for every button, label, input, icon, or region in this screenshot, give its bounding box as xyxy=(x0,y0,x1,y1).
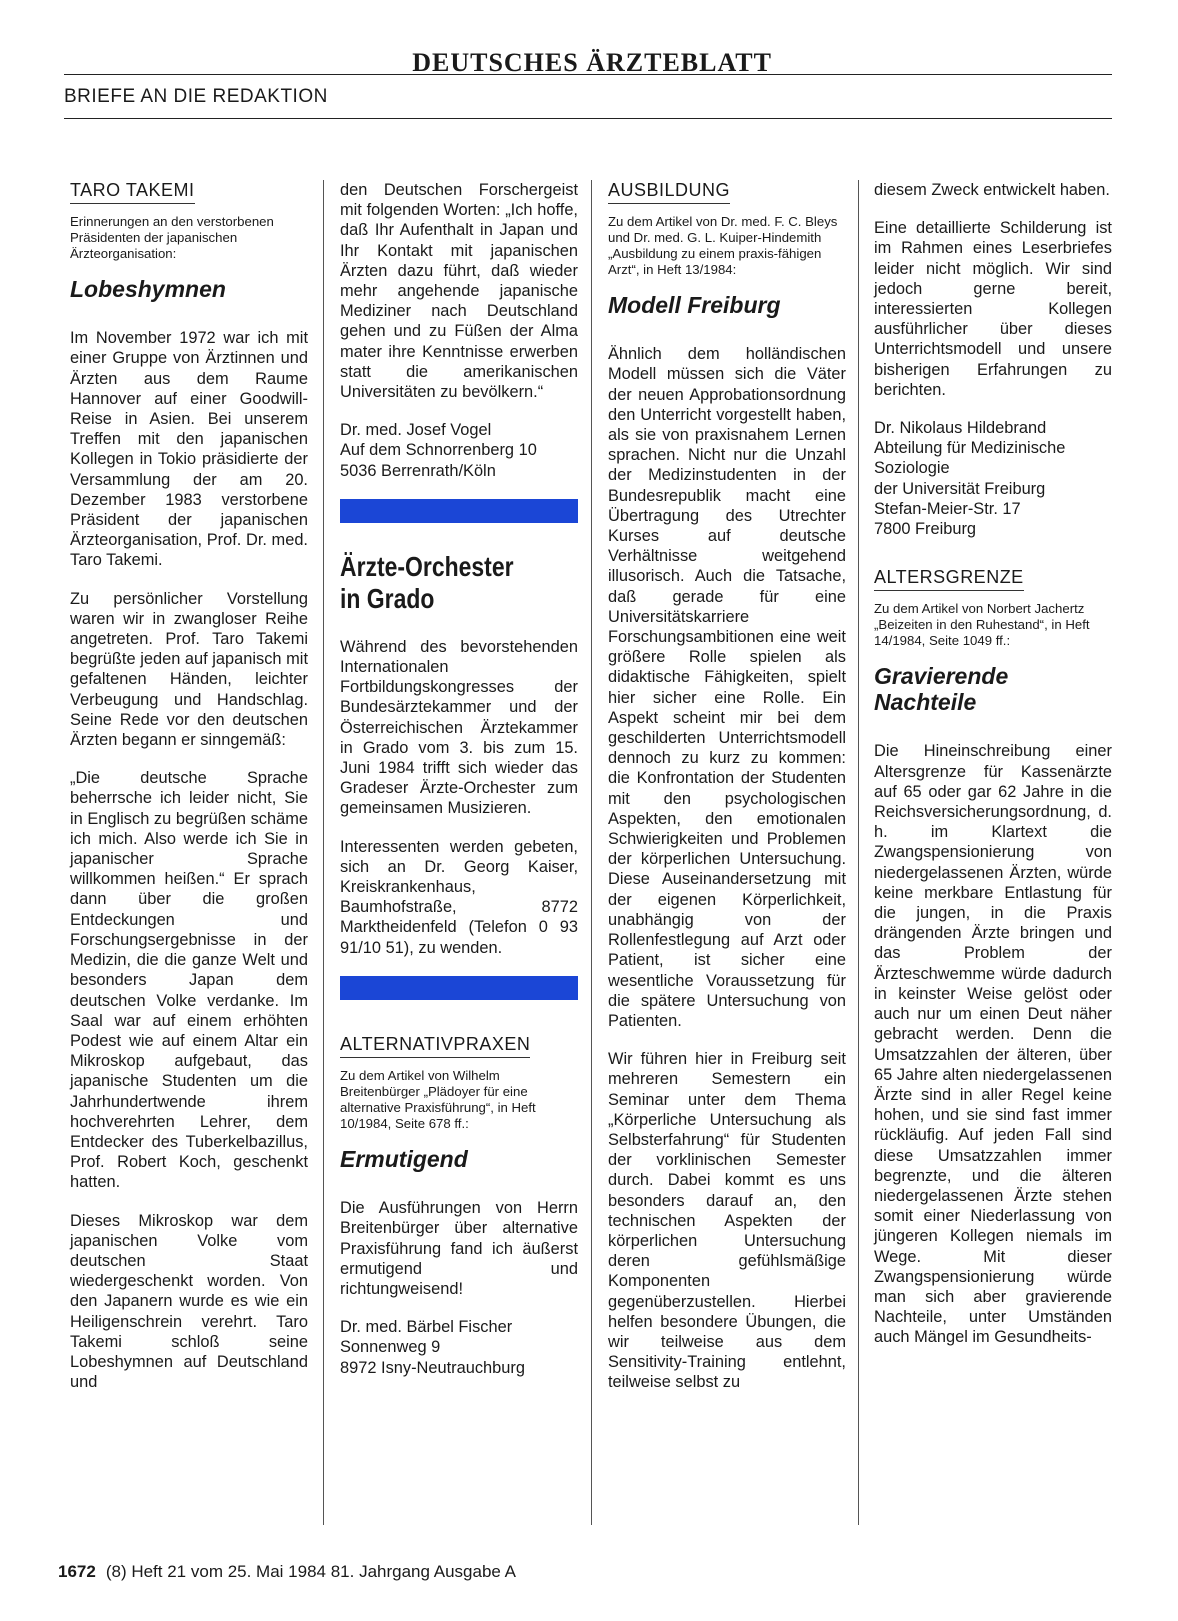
column-divider xyxy=(323,180,324,1525)
section-label: TARO TAKEMI xyxy=(70,180,195,204)
header-rule xyxy=(64,74,1112,75)
paragraph: Wir führen hier in Freiburg seit mehreren Semestern ein Seminar unter dem Thema „Körperliche Untersuchung als Selbsterfahrung“ für Studenten der vorklinischen Semester durch. Dabei kommt es uns besonders darauf an, den technischen Aspekten der körperlichen Untersuchung deren gefühlsmäßige Komponenten gegenüberzustellen. Hierbei helfen besondere Übungen, die wir teilweise aus dem Sensitivity-Training entlehnt, teilweise selbst zu xyxy=(608,1050,846,1392)
letter-intro: Zu dem Artikel von Dr. med. F. C. Bleys und Dr. med. G. L. Kuiper-Hindemith „Ausbildung zu einem praxis-fähigen Arzt“, in Heft 13/1984: xyxy=(608,214,838,278)
signature xyxy=(340,1317,578,1378)
blue-accent-bar xyxy=(340,976,578,1000)
page-footer xyxy=(58,1562,516,1582)
signature-line: Stefan-Meier-Str. 17 xyxy=(874,499,1021,518)
section-label: ALTERSGRENZE xyxy=(874,567,1024,591)
page-number: 1672 xyxy=(58,1562,96,1581)
paragraph: Interessenten werden gebeten, sich an Dr. Georg Kaiser, Kreiskrankenhaus, Baumhofstraße, 8772 Marktheidenfeld (Telefon 0 93 91/10 51), zu wenden. xyxy=(340,837,578,957)
signature-line: Soziologie xyxy=(874,459,950,478)
header-rule-bottom xyxy=(64,118,1112,119)
signature-line: 7800 Freiburg xyxy=(874,520,977,539)
signature xyxy=(874,418,1112,539)
signature-line: Abteilung für Medizinische xyxy=(874,439,1066,458)
column-divider xyxy=(858,180,859,1525)
letter-headline: Lobeshymnen xyxy=(70,276,226,303)
paragraph: Eine detaillierte Schilderung ist im Rahmen eines Leserbriefes leider nicht möglich. Wir sind jedoch gerne bereit, interessierten Kollegen ausführlicher über dieses Unterrichtsmodell und unsere bisherigen Erfahrungen zu berichten. xyxy=(874,219,1112,399)
letter-intro: Erinnerungen an den verstorbenen Präsidenten der japanischen Ärzteorganisation: xyxy=(70,214,274,262)
paragraph: „Die deutsche Sprache beherrsche ich leider nicht, Sie in Englisch zu begrüßen schäme ich mich. Also werde ich Sie in japanischer Sprache willkommen heißen.“ Er sprach dann über die großen Entdeckungen und Forschungsergebnisse in der Medizin, die die ganze Welt und besonders Japan dem deutschen Volke verdanke. Im Saal war auf einem erhöhten Podest wie auf einem Altar ein Mikroskop aufgebaut, das japanische Studenten um die Jahrhundertwende ihrem hochverehrten Lehrer, dem Entdecker des Tuberkelbazillus, Prof. Robert Koch, geschenkt hatten. xyxy=(70,769,308,1192)
paragraph: Die Hineinschreibung einer Altersgrenze für Kassenärzte auf 65 oder gar 62 Jahre in die Reichsversicherungsordnung, d. h. im Klartext die Zwangspensionierung von niedergelassenen Ärzten, würde keine merkbare Entlastung für die jungen, in die Praxis drängenden Ärzte bringen und das Problem der Ärzteschwemme würde dadurch in keinster Weise gelöst oder auch nur um einen Deut näher gebracht werden. Denn die Umsatzzahlen der älteren, über 65 Jahre alten niedergelassenen Ärzte sind in aller Regel keine hohen, und sie sind fast immer rückläufig. Auf jeden Fall sind diese Umsatzzahlen immer begrenzte, und die älteren niedergelassenen Ärzte stehen somit einer Niederlassung von jüngeren Kollegen niemals im Wege. Mit dieser Zwangspensionierung würde man sich aber gravierende Nachteile, unter Umständen auch Mängel im Gesundheits- xyxy=(874,742,1112,1347)
rubric: BRIEFE AN DIE REDAKTION xyxy=(64,86,328,107)
signature-line: Dr. med. Bärbel Fischer xyxy=(340,1318,513,1337)
column-3 xyxy=(608,180,846,1411)
paragraph: den Deutschen Forschergeist mit folgenden Worten: „Ich hoffe, daß Ihr Aufenthalt in Japan und Ihr Kontakt mit japanischen Ärzten dazu führt, daß wieder mehr angehende japanische Mediziner nach Deutschland gehen und zu Füßen der Alma mater ihre Kenntnisse erwerben statt die amerikanischen Universitäten zu bevölkern.“ xyxy=(340,181,578,402)
signature-line: Dr. med. Josef Vogel xyxy=(340,421,492,440)
paragraph: Ähnlich dem holländischen Modell müssen sich die Väter der neuen Approbationsordnung den Unterricht vorgestellt haben, als sie von praxisnahem Lernen sprachen. Nicht nur die Unzahl der Medizinstudenten in der Bundesrepublik macht eine Übertragung des Utrechter Kurses auf deutsche Verhältnisse weitgehend illusorisch. Auch die Tatsache, daß gerade für eine Universitätskarriere Forschungsambitionen eine weit größere Rolle spielen als didaktische Fähigkeiten, spielt hier sicher eine Rolle. Ein Aspekt scheint mir bei dem geschilderten Unterrichtsmodell dennoch zu kurz zu kommen: die Konfrontation der Studenten mit den psychologischen Aspekten, den emotionalen Schwierigkeiten und Problemen der körperlichen Untersuchung. Diese Auseinandersetzung mit der eigenen Körperlichkeit, unabhängig von der Rollenfestlegung auf Arzt oder Patient, ist sicher eine wesentliche Voraussetzung für die spätere Untersuchung von Patienten. xyxy=(608,345,846,1030)
column-2 xyxy=(340,180,578,1396)
paragraph: Dieses Mikroskop war dem japanischen Volke vom deutschen Staat wiedergeschenkt worden. Von den Japanern wurde es wie ein Heiligenschrein verehrt. Taro Takemi schloß seine Lobeshymnen auf Deutschland und xyxy=(70,1211,308,1392)
letter-headline: Ermutigend xyxy=(340,1146,468,1173)
paragraph: Zu persönlicher Vorstellung waren wir in zwangloser Reihe angetreten. Prof. Taro Takemi begrüßte jeden auf japanisch mit gefaltenen Händen, leichter Verbeugung und Handschlag. Seine Rede vor den deutschen Ärzten begann er sinngemäß: xyxy=(70,589,308,750)
blue-accent-bar xyxy=(340,499,578,523)
paragraph: Die Ausführungen von Herrn Breitenbürger über alternative Praxisführung fand ich äußerst ermutigend und richtungweisend! xyxy=(340,1199,578,1298)
letter-intro: Zu dem Artikel von Norbert Jachertz „Beizeiten in den Ruhestand“, in Heft 14/1984, Seite 1049 ff.: xyxy=(874,601,1090,649)
section-label: AUSBILDUNG xyxy=(608,180,730,204)
column-1 xyxy=(70,180,308,1410)
issue-info: (8) Heft 21 vom 25. Mai 1984 81. Jahrgang Ausgabe A xyxy=(105,1562,516,1581)
masthead: DEUTSCHES ÄRZTEBLATT xyxy=(412,48,772,77)
column-divider xyxy=(591,180,592,1525)
section-label: ALTERNATIVPRAXEN xyxy=(340,1034,530,1058)
paragraph: Während des bevorstehenden Internationalen Fortbildungskongresses der Bundesärztekammer und der Österreichischen Ärztekammer in Grado vom 3. bis zum 15. Juni 1984 trifft sich wieder das Gradeser Ärzte-Orchester zum gemeinsamen Musizieren. xyxy=(340,637,578,818)
signature-line: Sonnenweg 9 xyxy=(340,1338,441,1357)
notice-headline: Ärzte-Orchester in Grado xyxy=(340,550,514,614)
signature-line: Auf dem Schnorrenberg 10 xyxy=(340,441,537,460)
letter-headline: Modell Freiburg xyxy=(608,292,781,319)
signature xyxy=(340,420,578,481)
signature-line: der Universität Freiburg xyxy=(874,479,1046,498)
signature-line: Dr. Nikolaus Hildebrand xyxy=(874,419,1047,438)
letter-headline: Gravierende Nachteile xyxy=(874,663,1009,716)
signature-line: 8972 Isny-Neutrauchburg xyxy=(340,1358,525,1377)
paragraph: Im November 1972 war ich mit einer Gruppe von Ärztinnen und Ärzten aus dem Raume Hannover auf einer Goodwill-Reise in Asien. Bei unserem Treffen mit den japanischen Kollegen in Tokio präsidierte der Versammlung der am 20. Dezember 1983 verstorbene Präsident der japanischen Ärzteorganisation, Prof. Dr. med. Taro Takemi. xyxy=(70,329,308,570)
paragraph: diesem Zweck entwickelt haben. xyxy=(874,181,1110,199)
signature-line: 5036 Berrenrath/Köln xyxy=(340,461,496,480)
column-4 xyxy=(874,180,1112,1366)
letter-intro: Zu dem Artikel von Wilhelm Breitenbürger „Plädoyer für eine alternative Praxisführung“, in Heft 10/1984, Seite 678 ff.: xyxy=(340,1068,536,1132)
